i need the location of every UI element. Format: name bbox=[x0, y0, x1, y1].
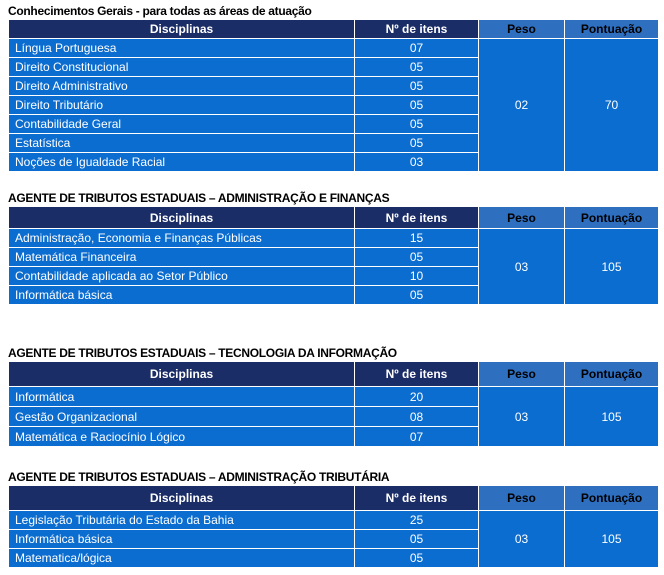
peso-value: 03 bbox=[479, 387, 565, 447]
section-title: AGENTE DE TRIBUTOS ESTADUAIS – ADMINISTRAÇÃO E FINANÇAS bbox=[8, 191, 390, 205]
items-count: 07 bbox=[355, 427, 479, 447]
items-count: 15 bbox=[355, 229, 479, 248]
peso-value: 03 bbox=[479, 229, 565, 305]
discipline-name: Administração, Economia e Finanças Públicas bbox=[9, 229, 355, 248]
items-count: 05 bbox=[355, 549, 479, 568]
header-peso: Peso bbox=[479, 362, 565, 387]
discipline-name: Gestão Organizacional bbox=[9, 407, 355, 427]
header-itens: Nº de itens bbox=[355, 486, 479, 511]
items-count: 05 bbox=[355, 77, 479, 96]
items-count: 05 bbox=[355, 115, 479, 134]
discipline-name: Matematica/lógica bbox=[9, 549, 355, 568]
section-title: Conhecimentos Gerais - para todas as áreas de atuação bbox=[8, 4, 312, 18]
pontuacao-value: 70 bbox=[565, 39, 659, 172]
disciplines-table bbox=[8, 361, 659, 447]
header-pontuacao: Pontuação bbox=[565, 207, 659, 229]
items-count: 05 bbox=[355, 134, 479, 153]
peso-value: 03 bbox=[479, 511, 565, 568]
discipline-name: Contabilidade aplicada ao Setor Público bbox=[9, 267, 355, 286]
header-disciplinas: Disciplinas bbox=[9, 486, 355, 511]
disciplines-table bbox=[8, 19, 659, 172]
discipline-name: Informática básica bbox=[9, 530, 355, 549]
header-itens: Nº de itens bbox=[355, 20, 479, 39]
discipline-name: Estatística bbox=[9, 134, 355, 153]
header-itens: Nº de itens bbox=[355, 362, 479, 387]
header-peso: Peso bbox=[479, 486, 565, 511]
discipline-name: Direito Tributário bbox=[9, 96, 355, 115]
section-conhecimentos-gerais bbox=[8, 4, 658, 172]
discipline-name: Informática básica bbox=[9, 286, 355, 305]
header-pontuacao: Pontuação bbox=[565, 362, 659, 387]
items-count: 05 bbox=[355, 530, 479, 549]
discipline-name: Matemática e Raciocínio Lógico bbox=[9, 427, 355, 447]
discipline-name: Língua Portuguesa bbox=[9, 39, 355, 58]
discipline-name: Contabilidade Geral bbox=[9, 115, 355, 134]
header-pontuacao: Pontuação bbox=[565, 20, 659, 39]
header-itens: Nº de itens bbox=[355, 207, 479, 229]
header-pontuacao: Pontuação bbox=[565, 486, 659, 511]
header-peso: Peso bbox=[479, 207, 565, 229]
header-disciplinas: Disciplinas bbox=[9, 20, 355, 39]
section-administracao-tributaria bbox=[8, 470, 658, 568]
items-count: 05 bbox=[355, 248, 479, 267]
discipline-name: Matemática Financeira bbox=[9, 248, 355, 267]
discipline-name: Direito Administrativo bbox=[9, 77, 355, 96]
items-count: 05 bbox=[355, 286, 479, 305]
pontuacao-value: 105 bbox=[565, 511, 659, 568]
items-count: 05 bbox=[355, 96, 479, 115]
items-count: 20 bbox=[355, 387, 479, 407]
header-disciplinas: Disciplinas bbox=[9, 207, 355, 229]
section-title: AGENTE DE TRIBUTOS ESTADUAIS – TECNOLOGIA DA INFORMAÇÃO bbox=[8, 346, 397, 360]
items-count: 05 bbox=[355, 58, 479, 77]
items-count: 03 bbox=[355, 153, 479, 172]
section-title: AGENTE DE TRIBUTOS ESTADUAIS – ADMINISTRAÇÃO TRIBUTÁRIA bbox=[8, 470, 390, 484]
items-count: 25 bbox=[355, 511, 479, 530]
pontuacao-value: 105 bbox=[565, 229, 659, 305]
discipline-name: Noções de Igualdade Racial bbox=[9, 153, 355, 172]
discipline-name: Direito Constitucional bbox=[9, 58, 355, 77]
discipline-name: Informática bbox=[9, 387, 355, 407]
pontuacao-value: 105 bbox=[565, 387, 659, 447]
items-count: 08 bbox=[355, 407, 479, 427]
header-peso: Peso bbox=[479, 20, 565, 39]
header-disciplinas: Disciplinas bbox=[9, 362, 355, 387]
items-count: 10 bbox=[355, 267, 479, 286]
peso-value: 02 bbox=[479, 39, 565, 172]
items-count: 07 bbox=[355, 39, 479, 58]
disciplines-table bbox=[8, 206, 659, 305]
section-administracao-financas bbox=[8, 191, 658, 305]
disciplines-table bbox=[8, 485, 659, 568]
discipline-name: Legislação Tributária do Estado da Bahia bbox=[9, 511, 355, 530]
section-tecnologia-informacao bbox=[8, 346, 658, 447]
